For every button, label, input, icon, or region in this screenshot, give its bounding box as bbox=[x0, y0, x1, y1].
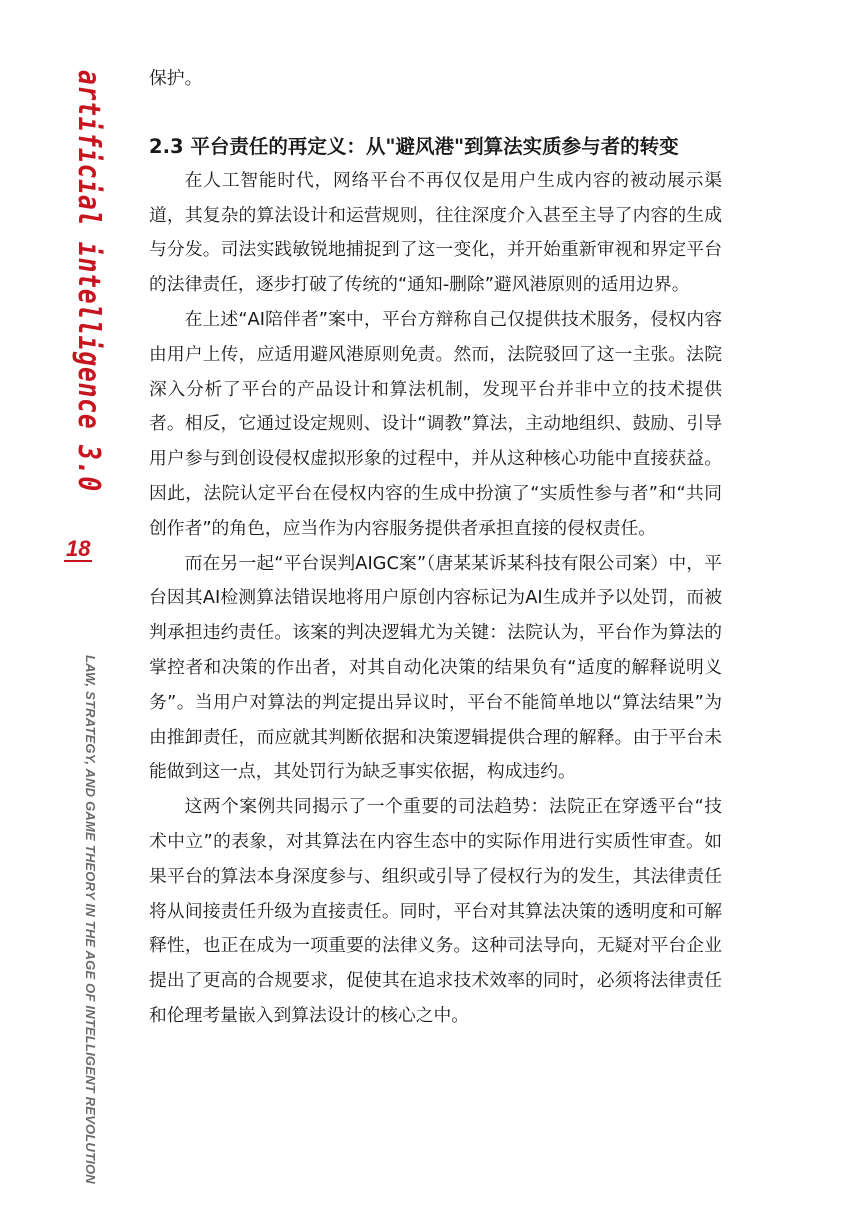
paragraph: 在上述“AI陪伴者”案中，平台方辩称自己仅提供技术服务，侵权内容由用户上传，应适用避风港原则免责。然而，法院驳回了这一主张。法院深入分析了平台的产品设计和算法机制，发现平台并非中立的技术提供者。相反，它通过设定规则、设计“调教”算法，主动地组织、鼓励、引导用户参与到创设侵权虚拟形象的过程中，并从这种核心功能中直接获益。因此，法院认定平台在侵权内容的生成中扮演了“实质性参与者”和“共同创作者”的角色，应当作为内容服务提供者承担直接的侵权责任。 bbox=[149, 308, 722, 539]
paragraph: 而在另一起“平台误判AIGC案”（唐某某诉某科技有限公司案）中，平台因其AI检测算法错误地将用户原创内容标记为AI生成并予以处罚，而被判承担违约责任。该案的判决逻辑尤为关键：法院认为，平台作为算法的掌控者和决策的作出者，对其自动化决策的结果负有“适度的解释说明义务”。当用户对算法的判定提出异议时，平台不能简单地以“算法结果”为由推卸责任，而应就其判断依据和决策逻辑提供合理的解释。由于平台未能做到这一点，其处罚行为缺乏事实依据，构成违约。 bbox=[149, 552, 722, 783]
paragraph: 这两个案例共同揭示了一个重要的司法趋势：法院正在穿透平台“技术中立”的表象，对其算法在内容生态中的实际作用进行实质性审查。如果平台的算法本身深度参与、组织或引导了侵权行为的发生，其法律责任将从间接责任升级为直接责任。同时，平台对其算法决策的透明度和可解释性，也正在成为一项重要的法律义务。这种司法导向，无疑对平台企业提出了更高的合规要求，促使其在追求技术效率的同时，必须将法律责任和伦理考量嵌入到算法设计的核心之中。 bbox=[149, 796, 722, 1026]
book-subtitle: LAW, STRATEGY, AND GAME THEORY IN THE AGE OF INTELLIGENT REVOLUTION bbox=[83, 655, 98, 1184]
page-number: 18 bbox=[66, 536, 91, 561]
lead-text: 保护。 bbox=[149, 68, 203, 89]
page-content bbox=[149, 62, 722, 1034]
brand-text: artificial intelligence 3.0 bbox=[71, 70, 106, 493]
section-heading: 2.3 平台责任的再定义：从"避风港"到算法实质参与者的转变 bbox=[149, 134, 679, 158]
paragraph: 在人工智能时代，网络平台不再仅仅是用户生成内容的被动展示渠道，其复杂的算法设计和运营规则，往往深度介入甚至主导了内容的生成与分发。司法实践敏锐地捕捉到了这一变化，并开始重新审视和界定平台的法律责任，逐步打破了传统的“通知-删除”避风港原则的适用边界。 bbox=[149, 169, 722, 296]
brand-logo bbox=[66, 70, 106, 493]
